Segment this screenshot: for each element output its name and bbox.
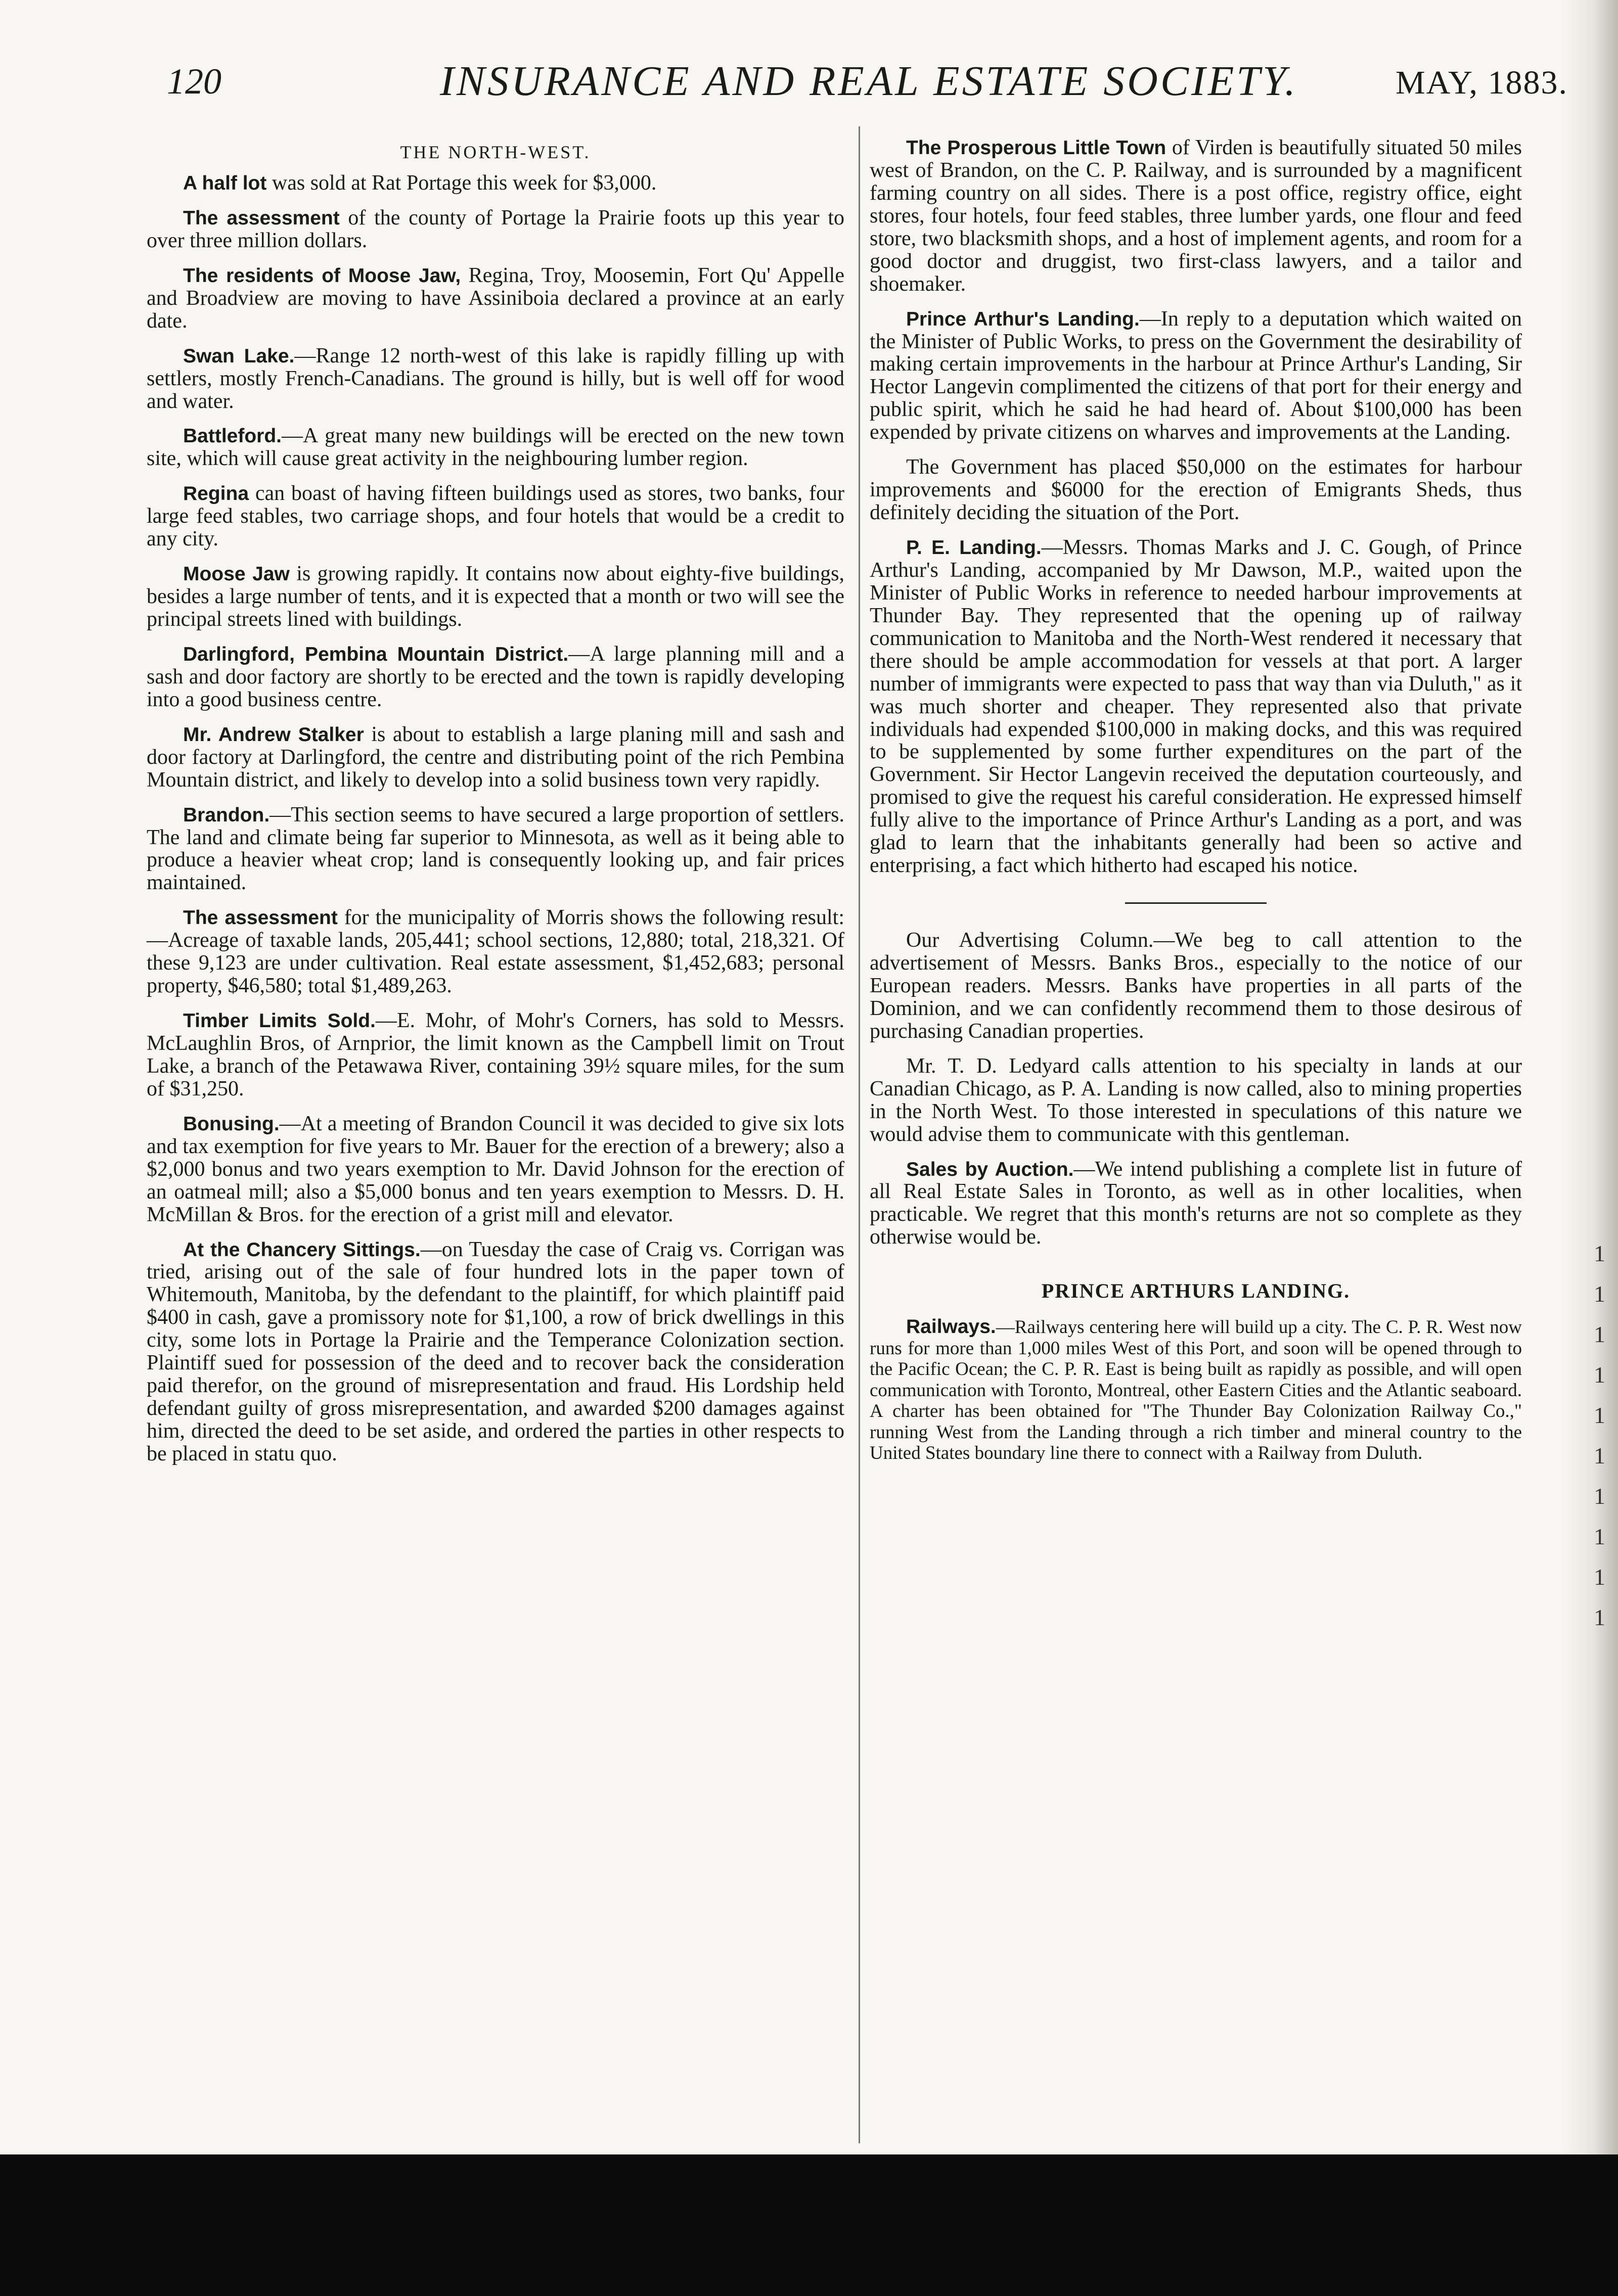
edge-fragment: 1: [1594, 1281, 1605, 1307]
news-item: [147, 207, 844, 252]
item-text: —Railways centering here will build up a city. The C. P. R. West now runs for more than 1,000 miles West of this Port, and soon will be opened through to the Pacific Ocean; the C. P. R. East is being built as rapidly as possible, and will open communication with Toronto, Montreal, other Eastern Cities and the Atlantic seaboard. A charter has been obtained for "The Thunder Bay Colonization Railway Co.," running West from the Landing through a rich timber and mineral country to the United States boundary line there to connect with a Railway from Duluth.: [870, 1317, 1522, 1464]
item-lead: Swan Lake.: [183, 345, 295, 367]
edge-fragment: 1: [1594, 1604, 1605, 1630]
news-item: [147, 425, 844, 470]
item-text: can boast of having fifteen buildings used as stores, two banks, four large feed stables, two carriage shops, and four hotels that would be a credit to any city.: [147, 482, 844, 551]
news-item: [147, 264, 844, 333]
news-item: [870, 308, 1522, 444]
item-lead: Timber Limits Sold.: [183, 1010, 376, 1032]
item-lead: At the Chancery Sittings.: [183, 1238, 421, 1261]
news-item: [147, 643, 844, 711]
news-item: [870, 1055, 1522, 1146]
item-text: Mr. T. D. Ledyard calls attention to his specialty in lands at our Canadian Chicago, as P. A. Landing is now called, also to mining properties in the North West. To those interested in speculations of this nature we would advise them to communicate with this gentleman.: [870, 1054, 1522, 1146]
item-text: —A great many new buildings will be erected on the new town site, which will cause great activity in the neighbouring lumber region.: [147, 424, 844, 471]
right-news-items: [870, 136, 1522, 1249]
item-lead: Mr. Andrew Stalker: [183, 723, 364, 746]
item-lead: Brandon.: [183, 804, 270, 826]
news-item: [147, 482, 844, 550]
item-text: was sold at Rat Portage this week for $3,000.: [266, 171, 657, 195]
item-lead: Darlingford, Pembina Mountain District.: [183, 643, 569, 665]
item-lead: Moose Jaw: [183, 563, 290, 585]
news-item: [870, 136, 1522, 296]
edge-fragment: 1: [1594, 1362, 1605, 1388]
item-lead: Regina: [183, 483, 249, 505]
item-lead: The assessment: [183, 907, 338, 929]
section-heading-prince-arthurs-landing: PRINCE ARTHURS LANDING.: [1041, 1279, 1351, 1303]
news-item: [147, 345, 844, 413]
item-lead: The assessment: [183, 207, 340, 229]
item-text: for the municipality of Morris shows the following result:—Acreage of taxable lands, 205,441; school sections, 12,880; total, 218,321. Of these 9,123 are under cultivation. Real estate assessment, $1,452,683; personal property, $46,580; total $1,489,263.: [147, 906, 844, 998]
item-text: The Government has placed $50,000 on the estimates for harbour improvements and $6000 for the erection of Emigrants Sheds, thus definitely deciding the situation of the Port.: [870, 455, 1522, 525]
item-text: of Virden is beautifully situated 50 miles west of Brandon, on the C. P. Railway, and is surrounded by a magnificent farming country on all sides. There is a post office, registry office, eight stores, four hotels, four feed stables, three lumber yards, one flour and feed store, two blacksmith shops, and a host of implement agents, and room for a good doctor and druggist, two first-class lawyers, and a tailor and shoemaker.: [870, 136, 1522, 296]
news-item: [147, 1009, 844, 1100]
issue-date: MAY, 1883.: [1396, 64, 1568, 101]
news-item-railways: [870, 1316, 1522, 1463]
item-lead: Battleford.: [183, 425, 282, 447]
section-heading-north-west: THE NORTH-WEST.: [400, 142, 591, 162]
item-lead: P. E. Landing.: [906, 537, 1042, 559]
item-lead: The residents of Moose Jaw,: [183, 264, 461, 287]
news-item: [147, 172, 844, 195]
news-item: [147, 1113, 844, 1226]
item-text: —A large planning mill and a sash and door factory are shortly to be erected and the town is rapidly developing into a good business centre.: [147, 642, 844, 711]
left-column: [147, 136, 844, 1478]
edge-fragment: 1: [1594, 1241, 1605, 1266]
item-text: —on Tuesday the case of Craig vs. Corrigan was tried, arising out of the sale of four hundred lots in the paper town of Whitemouth, Manitoba, by the defendant to the plaintiff, for which plaintiff paid $400 in cash, gave a promissory note for $1,100, a row of brick dwellings in this city, some lots in Portage la Prairie and the Temperance Colonization section. Plaintiff sued for possession of the deed and to recover back the consideration paid therefor, on the ground of misrepresentation and fraud. His Lordship held defendant guilty of gross misrepresentation, and awarded $200 damages against him, directed the deed to be set aside, and ordered the parties in other respects to be placed in statu quo.: [147, 1237, 844, 1465]
right-column: [870, 136, 1522, 1476]
news-item: [147, 1238, 844, 1465]
item-text: —Range 12 north-west of this lake is rapidly filling up with settlers, mostly French-Canadians. The ground is hilly, but is well off for wood and water.: [147, 344, 844, 413]
adjacent-page-fragments: [1594, 1233, 1614, 1638]
item-text: —We intend publishing a complete list in future of all Real Estate Sales in Toronto, as well as in other localities, when practicable. We regret that this month's returns are not so complete as they otherwise would be.: [870, 1157, 1522, 1249]
item-text: —Messrs. Thomas Marks and J. C. Gough, of Prince Arthur's Landing, accompanied by Mr Dawson, M.P., waited upon the Minister of Public Works in reference to needed harbour improvements at Thunder Bay. They represented that the opening up of railway communication to Manitoba and the North-West rendered it necessary that there should be ample accommodation for vessels at that port. A larger number of immigrants were expected to pass that way than via Duluth," as it was much shorter and cheaper. They represented also that private individuals had expended $100,000 in making docks, and this was required to be supplemented by some further expenditures on the part of the Government. Sir Hector Langevin received the deputation courteously, and promised to give the request his careful consideration. He expressed himself fully alive to the importance of Prince Arthur's Landing as a port, and was glad to learn that the inhabitants generally had been so active and enterprising, a fact which hitherto had escaped his notice.: [870, 536, 1522, 878]
item-text: —E. Mohr, of Mohr's Corners, has sold to Messrs. McLaughlin Bros, of Arnprior, the limit known as the Campbell limit on Trout Lake, a branch of the Petawawa River, containing 39½ square miles, for the sum of $31,250.: [147, 1009, 845, 1100]
item-text: Our Advertising Column.—We beg to call attention to the advertisement of Messrs. Banks Bros., especially to the notice of our European readers. Messrs. Banks have properties in all parts of the Dominion, and we can confidently recommend them to those desirous of purchasing Canadian properties.: [870, 929, 1522, 1043]
page-number: 120: [167, 61, 221, 102]
page-edge-shadow: [1562, 0, 1618, 2154]
edge-fragment: 1: [1594, 1443, 1605, 1468]
news-item: [147, 804, 844, 895]
item-lead: Bonusing.: [183, 1113, 280, 1135]
scanner-background: [0, 2154, 1618, 2296]
news-item: [147, 723, 844, 792]
section-divider-rule: [1125, 902, 1267, 904]
news-item: [870, 456, 1522, 524]
item-lead: The Prosperous Little Town: [906, 137, 1166, 159]
item-lead: Prince Arthur's Landing.: [906, 308, 1140, 330]
edge-fragment: 1: [1594, 1321, 1605, 1347]
item-lead: Sales by Auction.: [906, 1158, 1074, 1180]
news-item: [870, 929, 1522, 1043]
item-lead: Railways.: [906, 1316, 996, 1338]
page-header: [167, 58, 1568, 116]
item-text: —At a meeting of Brandon Council it was decided to give six lots and tax exemption for five years to Mr. Bauer for the erection of a brewery; also a $2,000 bonus and two years exemption to Mr. David Johnson for the erection of an oatmeal mill; also a $5,000 bonus and ten years exemption to Messrs. D. H. McMillan & Bros. for the erection of a grist mill and elevator.: [147, 1112, 844, 1226]
running-title: INSURANCE AND REAL ESTATE SOCIETY.: [440, 58, 1298, 105]
edge-fragment: 1: [1594, 1483, 1605, 1509]
item-text: of the county of Portage la Prairie foots up this year to over three million dollars.: [147, 206, 844, 252]
item-text: is about to establish a large planing mill and sash and door factory at Darlingford, the centre and distributing point of the rich Pembina Mountain district, and likely to develop into a solid business town very rapidly.: [147, 722, 844, 792]
news-item: [870, 536, 1522, 877]
left-news-items: [147, 172, 844, 1465]
item-text: is growing rapidly. It contains now about eighty-five buildings, besides a large number of tents, and it is expected that a month or two will see the principal streets lined with buildings.: [147, 562, 844, 631]
news-item: [147, 906, 844, 997]
item-lead: A half lot: [183, 172, 267, 194]
column-divider: [859, 126, 860, 2143]
item-text: —In reply to a deputation which waited on the Minister of Public Works, to press on the Government the desirability of making certain improvements in the harbour at Prince Arthur's Landing, Sir Hector Langevin complimented the citizens of that port for their energy and public spirit, which he said he had heard of. About $100,000 has been expended by private citizens on wharves and improvements at the Landing.: [870, 307, 1522, 444]
news-item: [870, 1158, 1522, 1249]
edge-fragment: 1: [1594, 1564, 1605, 1590]
item-text: —This section seems to have secured a large proportion of settlers. The land and climate being far superior to Minnesota, as well as it being able to produce a heavier wheat crop; land is consequently looking up, and fair prices maintained.: [147, 803, 844, 895]
edge-fragment: 1: [1594, 1402, 1605, 1428]
item-text: Regina, Troy, Moosemin, Fort Qu' Appelle and Broadview are moving to have Assiniboia declared a province at an early date.: [147, 263, 844, 333]
news-item: [147, 563, 844, 631]
edge-fragment: 1: [1594, 1524, 1605, 1549]
